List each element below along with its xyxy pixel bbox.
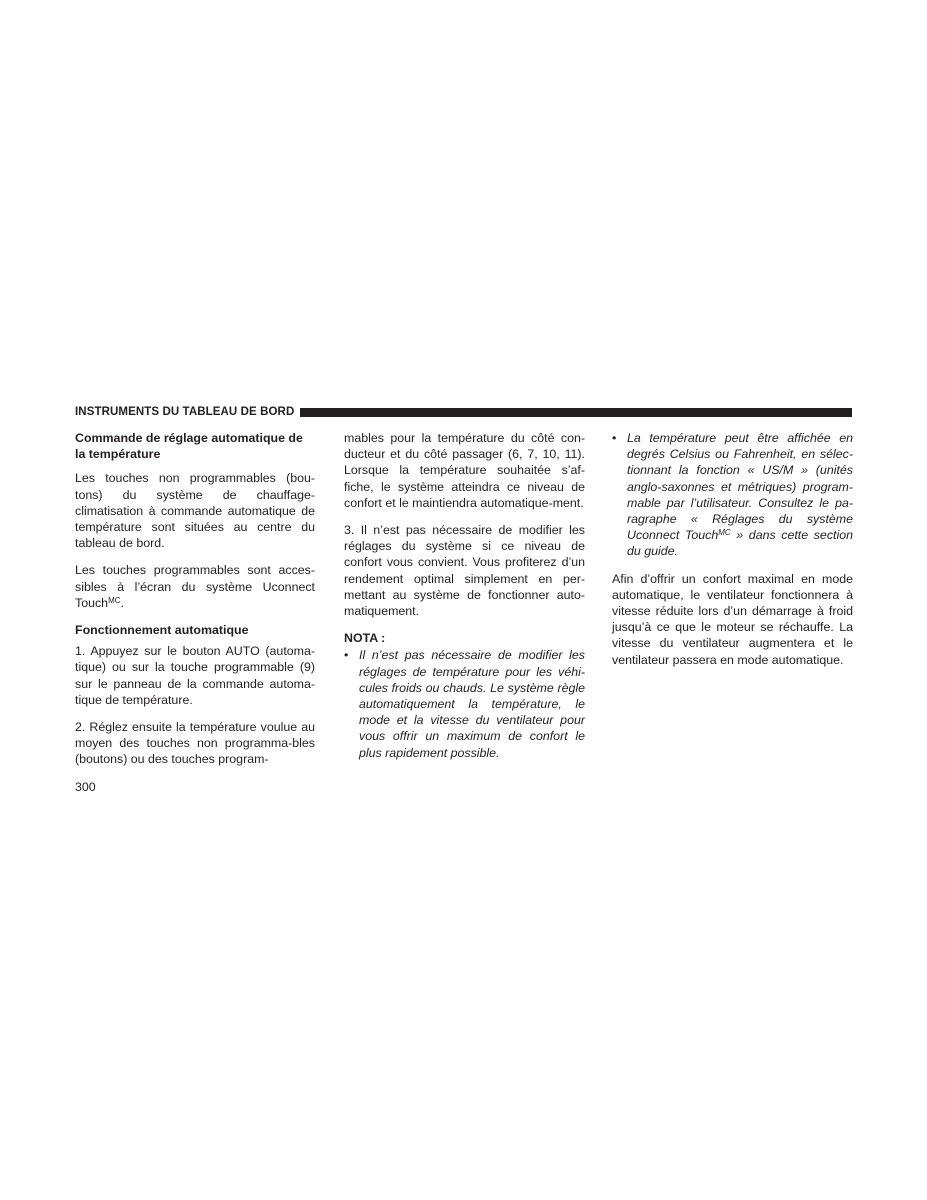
section-title: INSTRUMENTS DU TABLEAU DE BORD [75,406,295,418]
nota-bullet-text: Il n’est pas nécessaire de modifier les réglages de température pour les véhi-cules froids ou chauds. Le système règle automatiquement la température, le mode et la vitesse du ventilateur pour vous offrir un maximum de confort le plus rapidement possible. [359,648,585,760]
column-2 [344,430,585,772]
step-3: 3. Il n’est pas nécessaire de modifier les réglages du système si ce niveau de confort vous convient. Vous profiterez d’un rendement optimal simplement en per-mettant au système de fonctionner auto-matiquement. [344,523,585,619]
paragraph-soft-keys [75,562,315,611]
temperature-units-bullet-text [627,430,853,560]
step-2-start: 2. Réglez ensuite la température voulue au moyen des touches non programma-bles (boutons) ou des touches program- [75,720,315,767]
trademark-superscript: MC [108,595,121,605]
heading-automatic-temperature-control: Commande de réglage automatique de la température [75,431,303,462]
bullet-text-main: La température peut être affichée en degrés Celsius ou Fahrenheit, en sélec-tionnant la fonction « US/M » (unités anglo-saxonnes et métriques) program-mable par l’utilisateur. Consultez le pa-ragraphe « Réglages du système Uconnect Touch [627,431,853,543]
temperature-units-bullet [612,430,853,560]
paragraph-soft-keys-text: Les touches programmables sont acces-sibles à l’écran du système Uconnect Touch [75,563,315,610]
bullet-icon: • [612,431,617,445]
bullet-text-end: » dans cette section du guide. [627,528,853,559]
nota-label: NOTA : [344,631,386,646]
paragraph-hard-keys: Les touches non programmables (bou-tons) du système de chauffage-climatisation à commande automatique de température sont situées au centre du tableau de bord. [75,471,315,551]
column-1 [75,430,315,779]
paragraph-soft-keys-end: . [120,595,124,610]
subheading-automatic-operation: Fonctionnement automatique [75,623,249,638]
paragraph-fan-behavior: Afin d’offrir un confort maximal en mode automatique, le ventilateur fonctionnera à vitesse réduite lors d’un démarrage à froid jusqu’à ce que le moteur se réchauffe. La vitesse du ventilateur augmentera et le ventilateur passera en mode automatique. [612,571,853,667]
step-2-continued: mables pour la température du côté con-ducteur et du côté passager (6, 7, 10, 11). Lorsque la température souhaitée s’af-fiche, le système atteindra ce niveau de confort et le maintiendra automatique-ment. [344,431,585,510]
section-header [75,405,852,419]
step-1: 1. Appuyez sur le bouton AUTO (automa-tique) ou sur la touche programmable (9) sur le panneau de la commande automa-tique de température. [75,644,315,707]
trademark-superscript: MC [718,528,731,538]
header-rule [300,408,852,417]
page-number: 300 [75,780,96,794]
bullet-icon: • [344,648,349,663]
column-3 [612,430,853,679]
nota-bullet [344,647,585,760]
